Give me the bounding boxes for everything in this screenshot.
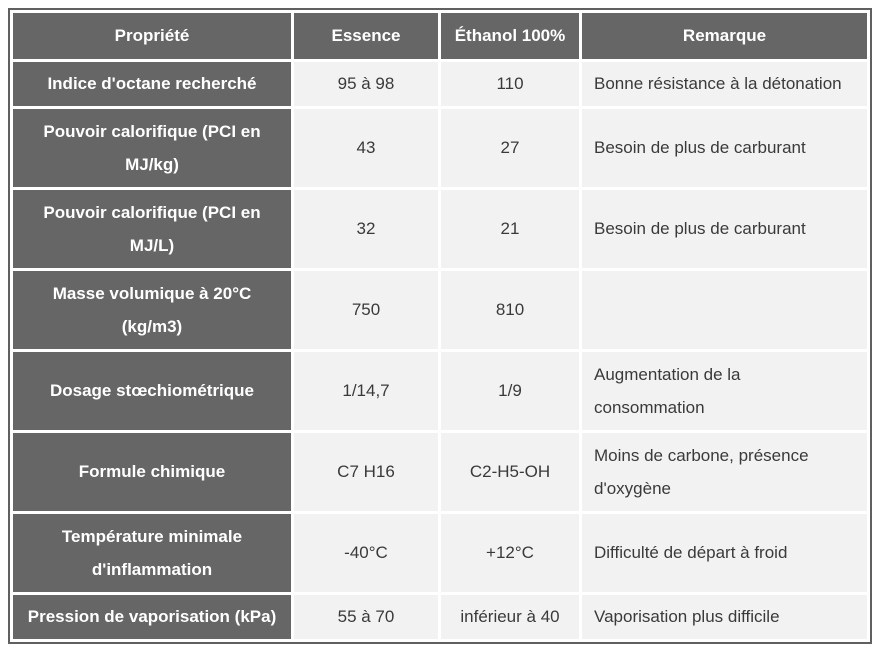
table-row	[13, 352, 867, 430]
essence-cell: 43	[294, 109, 438, 187]
ethanol-cell: 1/9	[441, 352, 579, 430]
ethanol-cell: 27	[441, 109, 579, 187]
essence-cell: 1/14,7	[294, 352, 438, 430]
essence-cell: 95 à 98	[294, 62, 438, 106]
remark-cell: Difficulté de départ à froid	[582, 514, 867, 592]
remark-cell	[582, 271, 867, 349]
table-row	[13, 109, 867, 187]
table-row	[13, 595, 867, 639]
header-cell-remark: Remarque	[582, 13, 867, 59]
property-cell: Dosage stœchiométrique	[13, 352, 291, 430]
remark-cell: Moins de carbone, présence d'oxygène	[582, 433, 867, 511]
table-row	[13, 190, 867, 268]
table-row	[13, 62, 867, 106]
ethanol-cell: +12°C	[441, 514, 579, 592]
property-cell: Pouvoir calorifique (PCI en MJ/kg)	[13, 109, 291, 187]
fuel-comparison-table	[8, 8, 872, 644]
table-row	[13, 433, 867, 511]
property-cell: Masse volumique à 20°C (kg/m3)	[13, 271, 291, 349]
remark-cell: Besoin de plus de carburant	[582, 109, 867, 187]
property-cell: Formule chimique	[13, 433, 291, 511]
essence-cell: C7 H16	[294, 433, 438, 511]
essence-cell: 750	[294, 271, 438, 349]
ethanol-cell: C2-H5-OH	[441, 433, 579, 511]
property-cell: Pouvoir calorifique (PCI en MJ/L)	[13, 190, 291, 268]
table-row	[13, 514, 867, 592]
essence-cell: -40°C	[294, 514, 438, 592]
remark-cell: Bonne résistance à la détonation	[582, 62, 867, 106]
table-row	[13, 271, 867, 349]
ethanol-cell: 810	[441, 271, 579, 349]
remark-cell: Augmentation de la consommation	[582, 352, 867, 430]
essence-cell: 55 à 70	[294, 595, 438, 639]
property-cell: Pression de vaporisation (kPa)	[13, 595, 291, 639]
remark-cell: Vaporisation plus difficile	[582, 595, 867, 639]
essence-cell: 32	[294, 190, 438, 268]
remark-cell: Besoin de plus de carburant	[582, 190, 867, 268]
property-cell: Indice d'octane recherché	[13, 62, 291, 106]
header-cell-essence: Essence	[294, 13, 438, 59]
ethanol-cell: 21	[441, 190, 579, 268]
header-cell-ethanol: Éthanol 100%	[441, 13, 579, 59]
ethanol-cell: inférieur à 40	[441, 595, 579, 639]
header-cell-property: Propriété	[13, 13, 291, 59]
header-row	[13, 13, 867, 59]
ethanol-cell: 110	[441, 62, 579, 106]
property-cell: Température minimale d'inflammation	[13, 514, 291, 592]
